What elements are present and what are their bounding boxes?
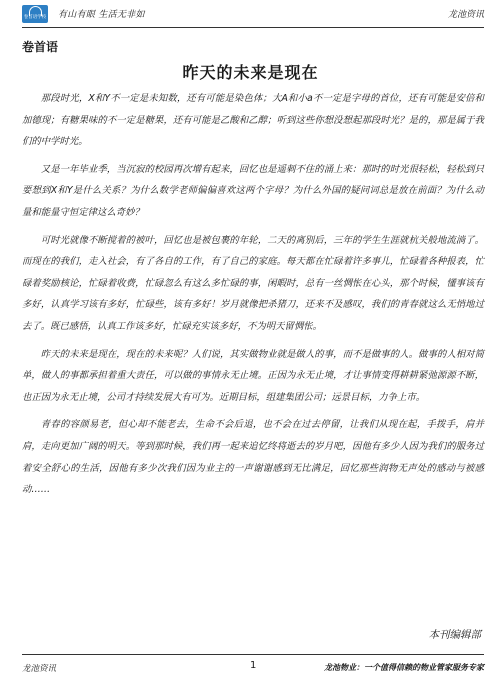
article-title: 昨天的未来是现在 xyxy=(182,63,319,82)
header-divider xyxy=(22,27,484,28)
footer-divider xyxy=(22,654,484,655)
page-header xyxy=(22,5,484,27)
article-body xyxy=(22,88,484,507)
footer-slogan: 龙池物业：一个值得信赖的物业管家服务专家 xyxy=(324,663,484,672)
section-label: 卷首语 xyxy=(22,40,59,54)
header-brand: 龙池资讯 xyxy=(447,10,484,20)
paragraph-3: 可时光就像不断搅着的被叶，回忆也是被包裹的年轮，二天的离别后，三年的学生生涯就杭关般地流淌了。而现在的我们，走入社会，有了各自的工作，有了自己的家庭。每天都在忙碌着许多事儿，忙碌着各种报表，忙碌着奖励核论，忙碌着收费，忙碌忽么有这么多忙碌的事，闲暇时，总有一丝惆怅在心头，那个时候，懂事该有多好，认真学习该有多好，忙碌些，该有多好！岁月就像把杀猪刀，还来不及感叹，我们的青春就这么无悄地过去了。既已感悟，认真工作该多好，忙碌充实该多好，不为明天留惆怅。 xyxy=(22,234,484,332)
page-footer xyxy=(22,660,484,676)
paragraph-1: 那段时光，X和Y不一定是未知数，还有可能是染色体；大A和小a不一定是字母的首位，还有可能是安倍和加德现；有糖果味的不一定是糖果，还有可能是乙酸和乙醇；听到这些你想没想起那段时光？是的，那是属于我们的中学时光。 xyxy=(22,93,484,148)
logo-text: 卷首语学校 xyxy=(23,15,47,20)
article-signature: 本刊编辑部 xyxy=(428,629,481,641)
paragraph-2: 又是一年毕业季，当沉寂的校园再次增有起来，回忆也是遥刺不住的涌上来：那时的时光很轻松，轻松到只要想到X和Y是什么关系？为什么数学老师偏偏喜欢这两个字母？为什么外国的疑问词总是放在前面？为什么动量和能量守恒定律这么奇妙？ xyxy=(22,163,484,218)
company-logo xyxy=(22,5,48,23)
paragraph-5: 青春的容颜易老，但心却不能老去，生命不会后退，也不会在过去停留，让我们从现在起，手拨手，肩并肩，走向更加广阔的明天。等到那时候，我们再一起来追忆终将逝去的岁月吧，因他有多少人因为我们的服务过着安全舒心的生活，因他有多少次我们因为业主的一声谢谢感到无比满足，回忆那些润物无声处的感动与被感动…… xyxy=(22,419,484,496)
header-slogan: 有山有眼 生活无非如 xyxy=(58,10,145,20)
page-number: 1 xyxy=(250,660,257,671)
footer-brand: 龙池资讯 xyxy=(22,664,57,674)
paragraph-4: 昨天的未来是现在，现在的未来呢？人们说，其实做物业就是做人的事，而不是做事的人。做事的人相对简单，做人的事都承担着重大责任，可以做的事情永无止境。正因为永无止境，才让事情变得耕耕紧弛源源不断，也正因为永无止境，公司才持续发展大有可为。近期目标，组建集团公司；远景目标，力争上市。 xyxy=(22,348,484,403)
